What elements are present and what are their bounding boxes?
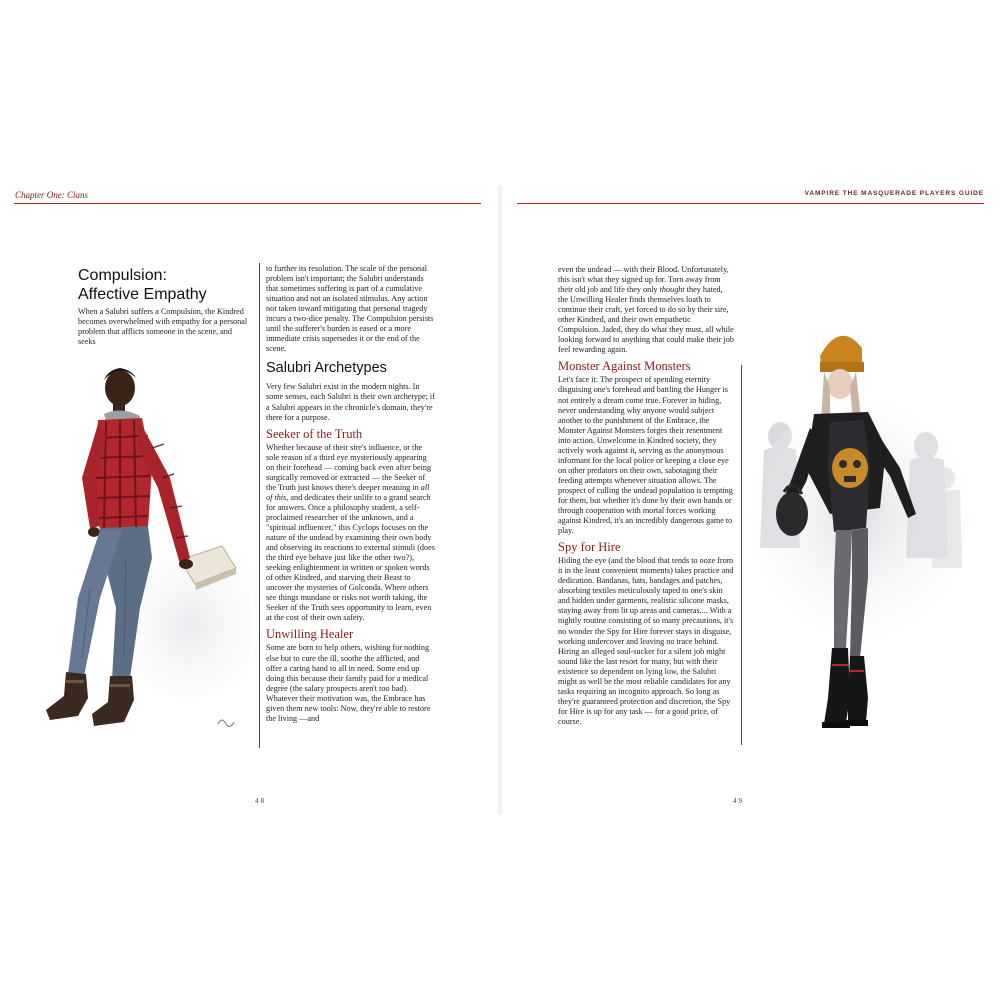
right-column-1 [558, 265, 734, 731]
page-number-left: 48 [255, 797, 266, 805]
archetypes-text: Very few Salubri exist in the modern nights. In some senses, each Salubri is their own archetype; if a Salubri appears in the chronicle's domain, they're there for a purpose. [266, 382, 435, 422]
spy-text: Hiding the eye (and the blood that tends to ooze from it in the least convenient moments) takes practice and dedication. Bandanas, hats, bandages and patches, absorbing textiles meticulously taped to one's skin and hidden under garments, realistic silicone masks, staying away from lit up areas and cameras.... With a nightly routine consisting of so many precautions, it's no wonder the Spy for Hire forever stays in disguise, working undercover and leaving no trace behind. Hiring an alleged soul-sucker for a silent job might sound like the last resort for many, but with their existence so dependent on lying low, the Salubri might as well be the most reliable candidates for any tasks requiring an incognito approach. So long as they're guaranteed protection and discretion, the Spy for Hire is up for any task — for a good price, of course. [558, 556, 734, 726]
column-divider [741, 365, 742, 745]
salubri-woman-illustration [750, 318, 970, 748]
monster-text: Let's face it: The prospect of spending eternity disguising one's forehead and battling the Hunger is not entirely a dream come true. Forever in hiding, never understanding why anyone would subject another to the punishment of the Embrace, the Monster Against Monsters forges their resentment into action. Unwelcome in Kindred society, they actively work against it, serving as the anonymous informant for the local police or keeping a close eye on other predators on their own, sabotaging their feeding attempts whenever situation allows. The prospect of culling the undead population is tempting for them, but whether it's done by their own hands or through cooperation with mortal forces working against Kindred, it's an incredibly dangerous game to play. [558, 375, 733, 536]
spy-heading: Spy for Hire [558, 540, 621, 555]
column-divider [259, 263, 260, 748]
healer-continued-text: even the undead — with their Blood. Unfortunately, this isn't what they signed up for. Torn away from their old job and life they only thought they hated, the Unwilling Healer finds themselves loath to continue their craft, yet forced to do so by their sire, other Kindred, and their own empathetic Compulsion. Jaded, they do what they must, all while looking forward to anything that could make their job feel rewarding again. [558, 265, 734, 355]
left-column-2 [266, 264, 436, 728]
healer-text: Some are born to help others, wishing for nothing else but to cure the ill, soothe the afflicted, and offer a caring hand to all in need. Some end up doing this because their family paid for a medical degree (the salary prospects aren't too bad). Whatever their motivation was, the Embrace has given them new tools: Now, they're able to restore the living —and [266, 643, 431, 723]
healer-heading: Unwilling Healer [266, 627, 354, 642]
left-column-1 [78, 266, 250, 351]
header-rule [14, 203, 481, 204]
monster-heading: Monster Against Monsters [558, 359, 691, 374]
salubri-man-illustration [40, 358, 250, 748]
book-running-head: VAMPIRE THE MASQUERADE PLAYERS GUIDE [804, 190, 984, 197]
archetypes-heading: Salubri Archetypes [266, 360, 387, 377]
section-title-line2: Affective Empathy [78, 286, 207, 303]
seeker-heading: Seeker of the Truth [266, 426, 363, 441]
compulsion-intro-text: When a Salubri suffers a Compulsion, the Kindred becomes overwhelmed with empathy for a personal problem that afflicts someone in the scene, and seeks [78, 307, 248, 347]
header-rule [517, 203, 984, 204]
seeker-text: Whether because of their sire's influence, or the sole reason of a third eye mysteriously appearing on their forehead — coming back even after being surgically removed or extracted — the Seeker of the Truth just knows there's deeper meaning in all of this, and dedicates their unlife to a grand search for answers. Once a philosophy student, a self-proclaimed researcher of the unknown, and a "spiritual influencer," this Cyclops focuses on the nature of the undead by examining their own body and observing its reactions to external stimuli (does the third eye behave just like the other two?), seeking enlightenment in written or spoken words of other Kindred, and starving their Beast to uncover the mysteries of Golconda. Where others see things mundane or risks not worth taking, the Seeker of the Truth sees opportunity to learn, even at the cost of their own safety. [266, 442, 435, 623]
page-number-right: 49 [733, 797, 744, 805]
compulsion-continued-text: to further its resolution. The scale of the personal problem isn't important; the Salubri understands that sometimes suffering is part of a cumulative situation and not an isolated stimulus. Any action not taken toward mitigating that personal tragedy incurs a two-dice penalty. The Compulsion persists until the sufferer's burden is eased or a more immediate crisis supersedes it or the end of the scene. [266, 264, 434, 354]
chapter-running-head: Chapter One: Clans [15, 190, 88, 200]
section-title-line1: Compulsion: [78, 267, 167, 284]
